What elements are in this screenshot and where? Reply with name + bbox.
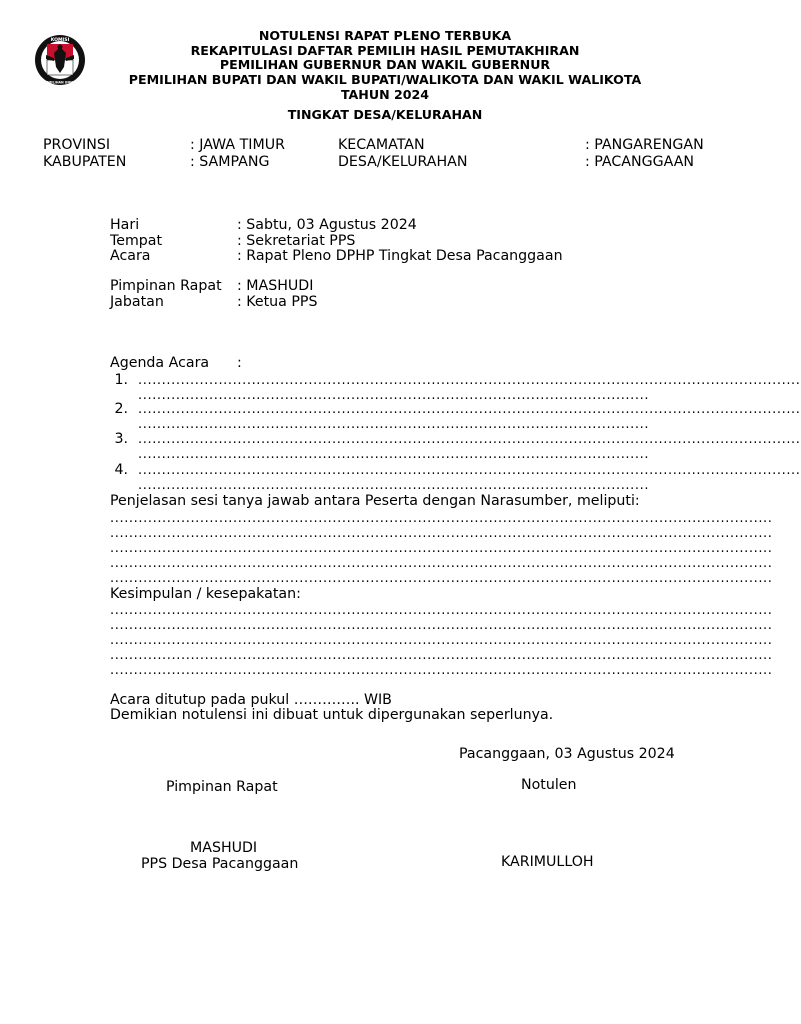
agenda-item-1-line-1: ............................................................................................................................................ <box>138 373 801 388</box>
header-line-3: PEMILIHAN GUBERNUR DAN WAKIL GUBERNUR <box>219 57 551 72</box>
header-line-1: NOTULENSI RAPAT PLENO TERBUKA <box>258 28 512 43</box>
header-line-4: PEMILIHAN BUPATI DAN WAKIL BUPATI/WALIKOTA DAN WAKIL WALIKOTA <box>128 72 642 87</box>
closing-line-2: Demikian notulensi ini dibuat untuk dipergunakan seperlunya. <box>110 707 554 723</box>
discussion-line-3: ............................................................................................................................................ <box>110 541 773 556</box>
agenda-item-3-line-1: ............................................................................................................................................ <box>138 432 801 447</box>
tempat-label: Tempat <box>110 233 163 249</box>
hari-value: : Sabtu, 03 Agustus 2024 <box>237 217 417 233</box>
hari-label: Hari <box>110 217 140 233</box>
right-signature-title: Notulen <box>521 777 577 793</box>
agenda-label: Agenda Acara <box>110 355 210 371</box>
desa-value: : PACANGGAAN <box>585 154 695 170</box>
agenda-number-3: 3. <box>114 431 128 447</box>
agenda-item-1-line-2: ............................................................................................................ <box>138 388 650 403</box>
conclusion-line-2: ............................................................................................................................................ <box>110 618 773 633</box>
header-line-6: TINGKAT DESA/KELURAHAN <box>287 107 483 122</box>
acara-value: : Rapat Pleno DPHP Tingkat Desa Pacanggaan <box>237 248 563 264</box>
desa-label: DESA/KELURAHAN <box>338 154 468 170</box>
agenda-number-1: 1. <box>114 372 128 388</box>
conclusion-line-1: ............................................................................................................................................ <box>110 603 773 618</box>
agenda-item-3-line-2: ............................................................................................................ <box>138 447 650 462</box>
header-line-5: TAHUN 2024 <box>340 87 430 102</box>
logo-text-top: KOMISI <box>50 38 70 43</box>
conclusion-line-4: ............................................................................................................................................ <box>110 648 773 663</box>
agenda-item-2-line-2: ............................................................................................................ <box>138 417 650 432</box>
kpu-logo <box>34 33 86 91</box>
header-line-2: REKAPITULASI DAFTAR PEMILIH HASIL PEMUTAKHIRAN <box>190 43 580 58</box>
agenda-item-4-line-2: ............................................................................................................ <box>138 478 650 493</box>
tempat-value: : Sekretariat PPS <box>237 233 356 249</box>
agenda-number-4: 4. <box>114 462 128 478</box>
discussion-line-5: ............................................................................................................................................ <box>110 571 773 586</box>
provinsi-value: : JAWA TIMUR <box>190 137 285 153</box>
jabatan-label: Jabatan <box>110 294 164 310</box>
logo-text-bottom: PEMILIHAN UMUM <box>43 80 77 85</box>
left-signature-title: Pimpinan Rapat <box>166 779 278 795</box>
discussion-line-4: ............................................................................................................................................ <box>110 556 773 571</box>
kabupaten-value: : SAMPANG <box>190 154 270 170</box>
acara-label: Acara <box>110 248 151 264</box>
pimpinan-label: Pimpinan Rapat <box>110 278 222 294</box>
jabatan-value: : Ketua PPS <box>237 294 318 310</box>
conclusion-line-5: ............................................................................................................................................ <box>110 663 773 678</box>
kabupaten-label: KABUPATEN <box>43 154 127 170</box>
conclusion-line-3: ............................................................................................................................................ <box>110 633 773 648</box>
provinsi-label: PROVINSI <box>43 137 111 153</box>
place-date: Pacanggaan, 03 Agustus 2024 <box>459 746 675 762</box>
agenda-colon: : <box>237 355 242 371</box>
conclusion-label: Kesimpulan / kesepakatan: <box>110 586 301 602</box>
agenda-item-2-line-1: ............................................................................................................................................ <box>138 402 801 417</box>
discussion-label: Penjelasan sesi tanya jawab antara Peserta dengan Narasumber, meliputi: <box>110 493 640 509</box>
discussion-line-2: ............................................................................................................................................ <box>110 526 773 541</box>
closing-line-1: Acara ditutup pada pukul ………….. WIB <box>110 692 392 708</box>
kecamatan-value: : PANGARENGAN <box>585 137 704 153</box>
kecamatan-label: KECAMATAN <box>338 137 425 153</box>
agenda-item-4-line-1: ............................................................................................................................................ <box>138 463 801 478</box>
right-signature-name: KARIMULLOH <box>501 854 594 870</box>
agenda-number-2: 2. <box>114 401 128 417</box>
left-signature-name: MASHUDI <box>190 840 258 856</box>
pimpinan-value: : MASHUDI <box>237 278 314 294</box>
left-signature-position: PPS Desa Pacanggaan <box>141 856 299 872</box>
discussion-line-1: ............................................................................................................................................ <box>110 511 773 526</box>
